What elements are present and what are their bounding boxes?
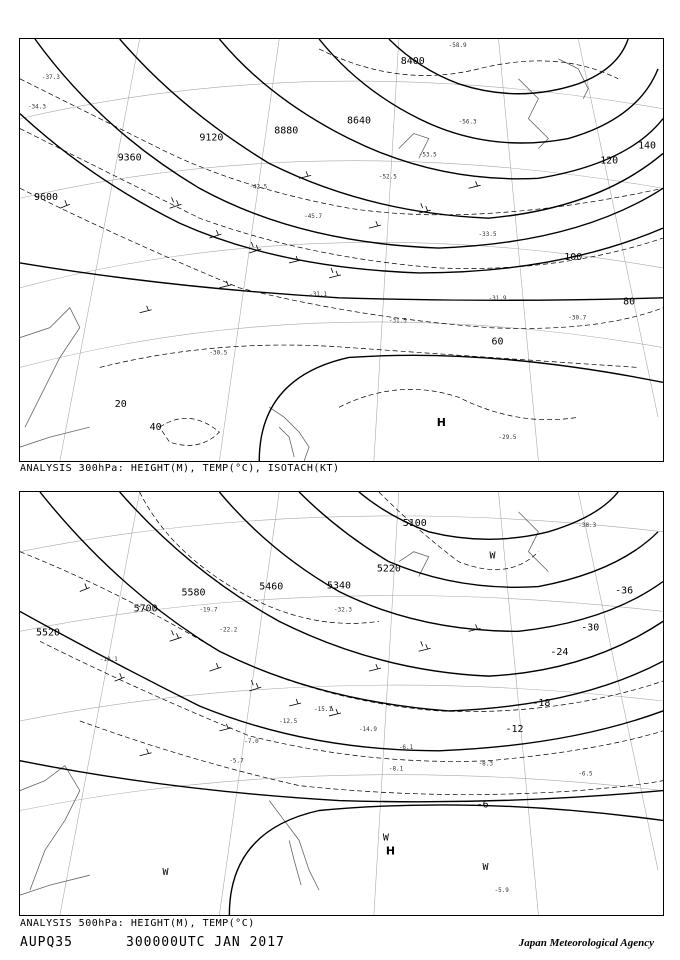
temp-label: -30 xyxy=(581,622,600,634)
temp-sample: -15.1 xyxy=(314,705,333,713)
grid-300 xyxy=(20,39,663,461)
temp-sample: -31.9 xyxy=(488,294,507,302)
temp-sample: -30.5 xyxy=(209,349,228,357)
map-300hpa xyxy=(20,39,663,461)
isotach-label: 140 xyxy=(638,140,657,152)
height-label: 8400 xyxy=(400,55,425,67)
valid-time: 300000UTC JAN 2017 xyxy=(126,935,285,950)
warm-marker: W xyxy=(489,550,496,562)
temp-sample: -5.9 xyxy=(494,887,509,895)
chart-300hpa xyxy=(19,38,664,462)
temp-sample: -8.1 xyxy=(388,765,404,773)
isotach-label: 20 xyxy=(114,399,127,411)
caption-300hpa: ANALYSIS 300hPa: HEIGHT(M), TEMP(°C), ISOTACH(KT) xyxy=(20,463,340,474)
warm-marker: W xyxy=(382,832,389,844)
temp-label: -18 xyxy=(532,697,551,709)
isotach-label: 80 xyxy=(623,296,636,308)
temp-sample: -45.7 xyxy=(304,213,323,221)
warm-marker: W xyxy=(482,862,489,874)
temp-sample: -53.5 xyxy=(418,151,437,159)
temp-label: -6 xyxy=(476,799,489,811)
isotach-label: 100 xyxy=(564,251,583,263)
height-label: 5100 xyxy=(402,517,427,529)
temp-sample: -10.1 xyxy=(99,656,118,664)
temp-sample: -12.5 xyxy=(279,717,298,725)
warm-marker: W xyxy=(162,867,169,879)
caption-500hpa: ANALYSIS 500hPa: HEIGHT(M), TEMP(°C) xyxy=(20,918,255,929)
chart-id: AUPQ35 xyxy=(20,935,73,950)
chart-500hpa xyxy=(19,491,664,916)
height-contours-500 xyxy=(20,492,663,915)
coastline-500 xyxy=(20,512,551,895)
temp-label: -24 xyxy=(550,647,569,659)
height-labels-300 xyxy=(34,56,425,203)
temp-sample: -5.7 xyxy=(229,757,244,765)
temp-sample: -56.3 xyxy=(458,118,477,126)
height-contours-300 xyxy=(20,39,663,461)
temp-sample: -37.3 xyxy=(41,73,60,81)
height-label: 5700 xyxy=(133,603,158,615)
height-label: 5520 xyxy=(35,627,60,639)
height-labels-500 xyxy=(36,518,427,638)
grid-500 xyxy=(20,492,663,915)
temp-sample: -14.9 xyxy=(358,725,377,733)
height-label: 8640 xyxy=(346,115,371,127)
temp-sample: -52.5 xyxy=(378,173,397,181)
wind-barbs-300 xyxy=(60,171,481,312)
temp-samples-500 xyxy=(99,521,600,895)
temp-sample: -34.3 xyxy=(27,103,46,111)
temp-sample: -31.1 xyxy=(309,290,328,298)
isotach-label: 60 xyxy=(491,336,504,348)
high-pressure-marker: H xyxy=(436,416,446,430)
isotherms-500 xyxy=(20,492,663,795)
isotach-label: 120 xyxy=(600,155,619,167)
height-label: 5220 xyxy=(376,563,401,575)
height-label: 9120 xyxy=(199,132,224,144)
height-label: 5580 xyxy=(181,587,206,599)
temp-sample: -19.7 xyxy=(199,606,218,614)
temp-sample: -8.3 xyxy=(478,760,493,768)
temp-sample: -30.7 xyxy=(568,314,587,322)
map-500hpa xyxy=(20,492,663,915)
temp-sample: -29.5 xyxy=(498,434,517,442)
temp-sample: -7.0 xyxy=(244,737,259,745)
temp-label: -36 xyxy=(615,585,634,597)
coastline-300 xyxy=(20,59,588,461)
temp-sample: -38.3 xyxy=(578,521,597,529)
height-label: 9360 xyxy=(117,152,142,164)
height-label: 5340 xyxy=(327,580,352,592)
height-label: 8880 xyxy=(274,125,299,137)
temp-sample: -31.5 xyxy=(388,317,407,325)
temp-sample: -32.3 xyxy=(334,606,353,614)
temp-sample: -42.5 xyxy=(249,183,268,191)
agency-name: Japan Meteorological Agency xyxy=(518,937,654,949)
warm-markers-500 xyxy=(163,551,496,878)
temp-sample: -6.1 xyxy=(398,743,414,751)
isotherms-300 xyxy=(20,49,663,445)
temp-samples-300 xyxy=(28,42,587,441)
isotach-label: 40 xyxy=(149,422,162,434)
temp-sample: -58.9 xyxy=(448,41,467,49)
temp-sample: -22.2 xyxy=(219,626,238,634)
high-pressure-marker: H xyxy=(385,844,396,858)
height-label: 5460 xyxy=(259,581,284,593)
temp-label: -12 xyxy=(505,723,524,735)
temp-sample: -6.5 xyxy=(578,770,593,778)
height-label: 9600 xyxy=(33,192,58,204)
temp-sample: -33.5 xyxy=(478,231,497,239)
